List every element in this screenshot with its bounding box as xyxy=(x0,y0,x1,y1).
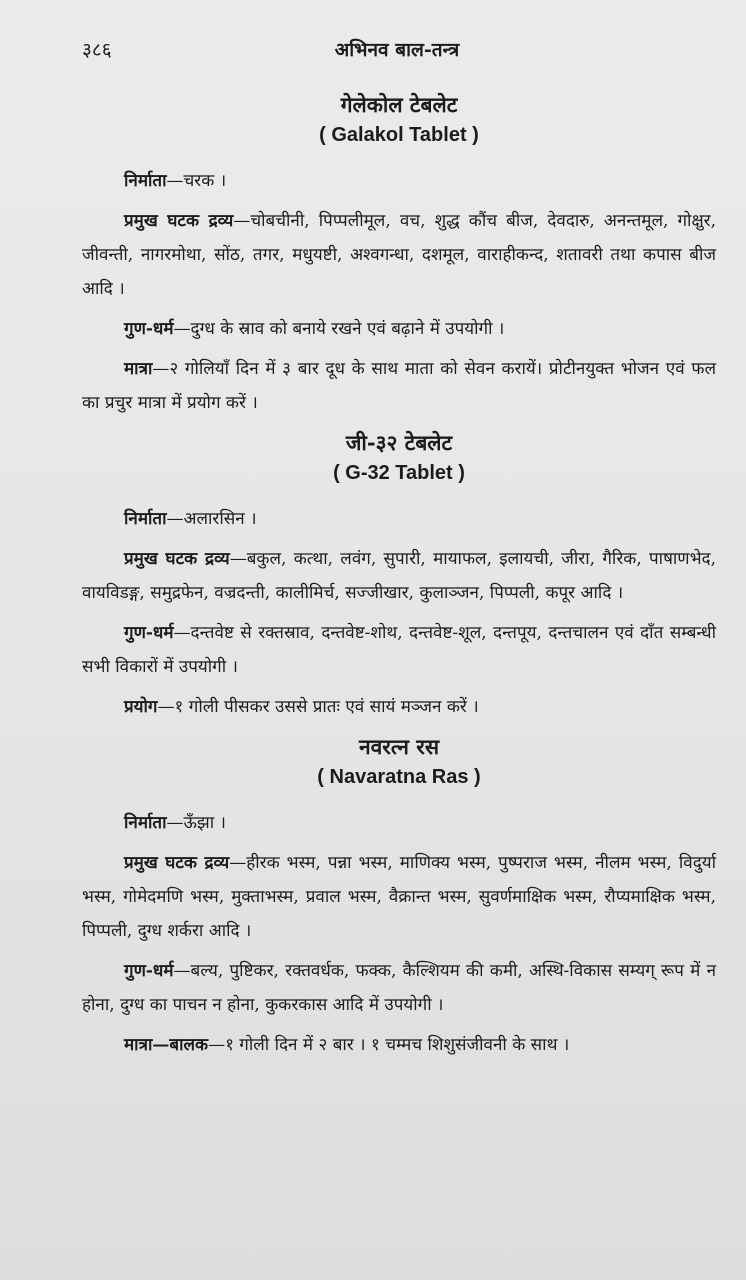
dash-separator: — xyxy=(157,697,175,717)
product-title-english: ( Navaratna Ras ) xyxy=(317,766,481,788)
dash-separator: — xyxy=(229,853,247,873)
dash-separator: — xyxy=(173,623,191,643)
usage-entry xyxy=(82,690,716,724)
entry-text: चोबचीनी, पिप्पलीमूल, वच, शुद्ध कौंच बीज, देवदारु, अनन्तमूल, गोक्षुर, जीवन्ती, नागरमोथा, सोंठ, तगर, मधुयष्टी, अश्वगन्धा, दशमूल, वाराहीकन्द, शतावरी तथा कपास बीज आदि । xyxy=(82,211,716,299)
product-title-hindi: नवरत्न रस xyxy=(358,734,440,759)
dash-separator: — xyxy=(166,509,184,529)
product-title-hindi: गेलेकोल टेबलेट xyxy=(340,92,458,117)
page-number: ३८६ xyxy=(82,39,112,61)
entry-label: गुण-धर्म xyxy=(124,623,174,643)
entry-text: दन्तवेष्ट से रक्तस्राव, दन्तवेष्ट-शोथ, दन्तवेष्ट-शूल, दन्तपूय, दन्तचालन एवं दाँत सम्बन्धी सभी विकारों में उपयोगी । xyxy=(82,623,716,677)
product-navaratna-ras xyxy=(82,732,716,1062)
entry-label: मात्रा xyxy=(124,359,153,379)
entry-label: प्रमुख घटक द्रव्य xyxy=(124,211,234,231)
dash-separator: — xyxy=(166,171,184,191)
entry-label: निर्माता xyxy=(124,813,167,833)
entry-text: २ गोलियाँ दिन में ३ बार दूध के साथ माता को सेवन करायें। प्रोटीनयुक्त भोजन एवं फल का प्रचुर मात्रा में प्रयोग करें । xyxy=(82,359,716,413)
entry-label: प्रयोग xyxy=(124,697,158,717)
entry-text: दुग्ध के स्राव को बनाये रखने एवं बढ़ाने में उपयोगी । xyxy=(190,319,505,339)
ingredients-entry xyxy=(82,846,716,948)
manufacturer-entry xyxy=(82,502,716,536)
product-galakol-tablet xyxy=(82,90,716,420)
page-content xyxy=(82,90,716,1068)
entry-text: ऊँझा । xyxy=(183,813,226,833)
entry-label: गुण-धर्म xyxy=(124,961,174,981)
dash-separator: — xyxy=(173,961,191,981)
product-title-hindi: जी-३२ टेबलेट xyxy=(345,430,453,455)
manufacturer-entry xyxy=(82,164,716,198)
properties-entry xyxy=(82,616,716,684)
entry-text: अलारसिन । xyxy=(183,509,257,529)
manufacturer-entry xyxy=(82,806,716,840)
entry-label: गुण-धर्म xyxy=(124,319,174,339)
product-title-english: ( G-32 Tablet ) xyxy=(333,462,465,484)
product-g32-tablet xyxy=(82,428,716,724)
entry-text: बल्य, पुष्टिकर, रक्तवर्धक, फक्क, कैल्शियम की कमी, अस्थि-विकास सम्यग् रूप में न होना, दुग्ध का पाचन न होना, कुकरकास आदि में उपयोगी । xyxy=(82,961,716,1015)
running-head xyxy=(82,36,712,66)
entry-text: १ गोली दिन में २ बार । १ चम्मच शिशुसंजीवनी के साथ । xyxy=(225,1035,570,1055)
entry-label: मात्रा—बालक xyxy=(124,1035,209,1055)
entry-text: चरक । xyxy=(183,171,227,191)
ingredients-entry xyxy=(82,542,716,610)
dash-separator: — xyxy=(166,813,184,833)
entry-label: प्रमुख घटक द्रव्य xyxy=(124,549,230,569)
entry-text: १ गोली पीसकर उससे प्रातः एवं सायं मञ्जन करें । xyxy=(174,697,479,717)
dash-separator: — xyxy=(229,549,247,569)
properties-entry xyxy=(82,954,716,1022)
entry-label: प्रमुख घटक द्रव्य xyxy=(124,853,230,873)
entry-label: निर्माता xyxy=(124,509,167,529)
ingredients-entry xyxy=(82,204,716,306)
entry-text: बकुल, कत्था, लवंग, सुपारी, मायाफल, इलायची, जीरा, गैरिक, पाषाणभेद, वायविडङ्ग, समुद्रफेन, वज्रदन्ती, कालीमिर्च, सज्जीखार, कुलाञ्जन, पिप्पली, कपूर आदि । xyxy=(82,549,716,603)
product-title-english: ( Galakol Tablet ) xyxy=(319,124,479,146)
dosage-entry xyxy=(82,1028,716,1062)
entry-text: हीरक भस्म, पन्ना भस्म, माणिक्य भस्म, पुष्पराज भस्म, नीलम भस्म, विदुर्या भस्म, गोमेदमणि भस्म, मुक्ताभस्म, प्रवाल भस्म, वैक्रान्त भस्म, सुवर्णमाक्षिक भस्म, रौप्यमाक्षिक भस्म, पिप्पली, दुग्ध शर्करा आदि । xyxy=(82,853,716,941)
dash-separator: — xyxy=(173,319,191,339)
entry-label: निर्माता xyxy=(124,171,167,191)
book-title: अभिनव बाल-तन्त्र xyxy=(334,39,460,61)
properties-entry xyxy=(82,312,716,346)
dash-separator: — xyxy=(208,1035,226,1055)
dash-separator: — xyxy=(152,359,170,379)
dash-separator: — xyxy=(233,211,251,231)
dosage-entry xyxy=(82,352,716,420)
